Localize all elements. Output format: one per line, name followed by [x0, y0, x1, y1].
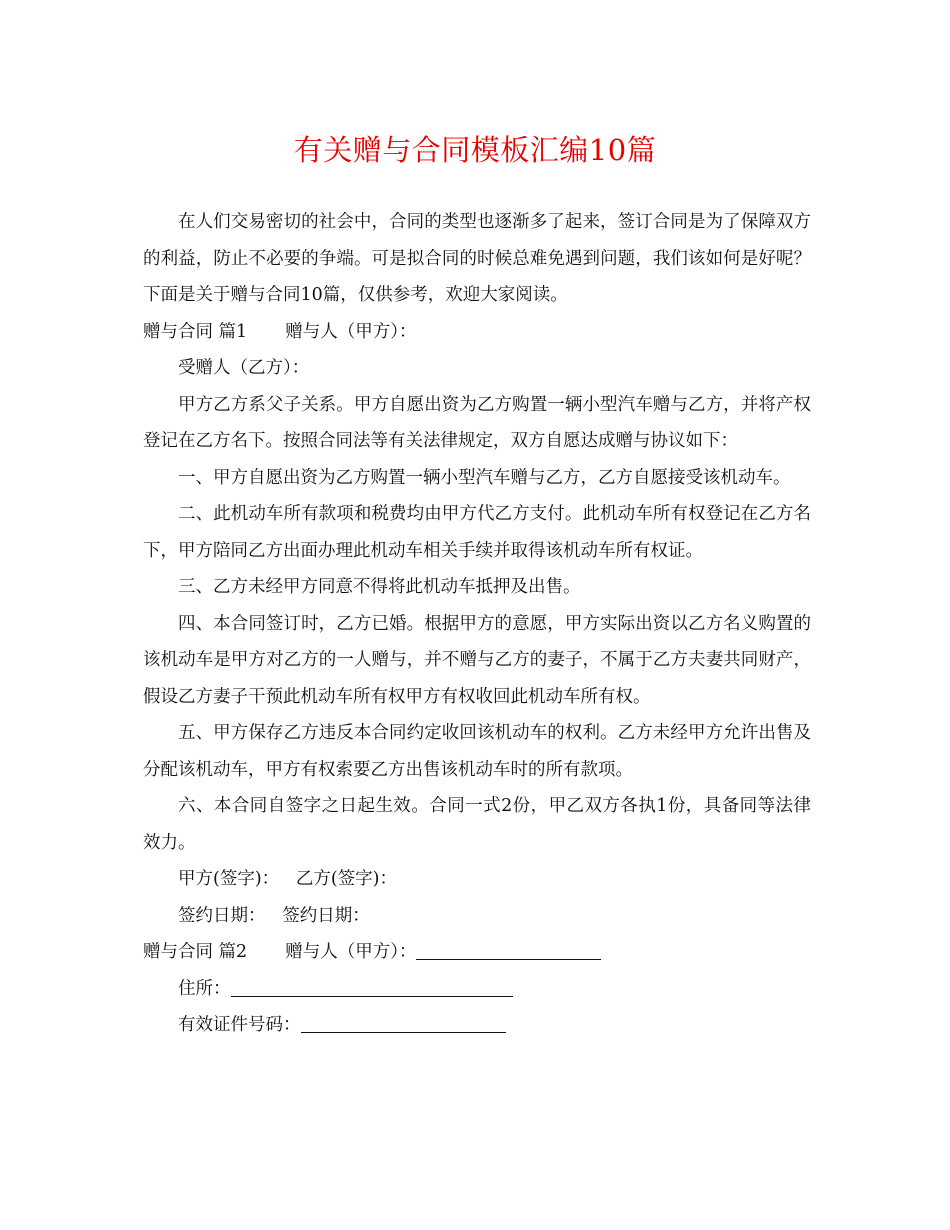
id-number-line [143, 1007, 811, 1044]
section-1-heading-line [143, 314, 811, 351]
address-blank-line [231, 978, 513, 997]
clause-5: 五、甲方保存乙方违反本合同约定收回该机动车的权利。乙方未经甲方允许出售及分配该机动车，甲方有权索要乙方出售该机动车时的所有款项。 [143, 723, 811, 780]
signing-date-line: 签约日期： 签约日期： [178, 905, 370, 926]
address-line [143, 971, 811, 1008]
address-label: 住所： [178, 978, 231, 999]
id-number-blank-line [301, 1014, 506, 1033]
clause-1: 一、甲方自愿出资为乙方购置一辆小型汽车赠与乙方，乙方自愿接受该机动车。 [178, 467, 791, 488]
section-1-heading: 赠与合同 篇1 [143, 321, 248, 342]
donor-blank-line [416, 941, 601, 960]
clause-4: 四、本合同签订时，乙方已婚。根据甲方的意愿，甲方实际出资以乙方名义购置的该机动车是甲方对乙方的一人赠与，并不赠与乙方的妻子，不属于乙方夫妻共同财产，假设乙方妻子干预此机动车所有权甲方有权收回此机动车所有权。 [143, 613, 811, 707]
section-1-preamble: 甲方乙方系父子关系。甲方自愿出资为乙方购置一辆小型汽车赠与乙方，并将产权登记在乙方名下。按照合同法等有关法律规定，双方自愿达成赠与协议如下： [143, 394, 811, 451]
id-number-label: 有效证件号码： [178, 1015, 301, 1035]
section-2-donor-label: 赠与人（甲方）： [285, 942, 417, 962]
section-2-heading: 赠与合同 篇2 [143, 942, 248, 962]
document-body [143, 204, 811, 1044]
clause-6: 六、本合同自签字之日起生效。合同一式2份，甲乙双方各执1份，具备同等法律效力。 [143, 796, 811, 853]
signature-line: 甲方(签字)： 乙方(签字)： [178, 869, 397, 889]
clause-3: 三、乙方未经甲方同意不得将此机动车抵押及出售。 [178, 577, 581, 597]
section-2-heading-line [143, 934, 811, 971]
section-1-donee-label: 受赠人（乙方）： [178, 358, 310, 378]
clause-2: 二、此机动车所有款项和税费均由甲方代乙方支付。此机动车所有权登记在乙方名下，甲方陪同乙方出面办理此机动车相关手续并取得该机动车所有权证。 [143, 504, 811, 561]
intro-paragraph: 在人们交易密切的社会中，合同的类型也逐渐多了起来，签订合同是为了保障双方的利益，防止不必要的争端。可是拟合同的时候总难免遇到问题，我们该如何是好呢？下面是关于赠与合同10篇，仅供参考，欢迎大家阅读。 [143, 212, 811, 305]
document-title: 有关赠与合同模板汇编10篇 [293, 133, 657, 167]
section-1-donor-label: 赠与人（甲方）： [285, 321, 417, 342]
